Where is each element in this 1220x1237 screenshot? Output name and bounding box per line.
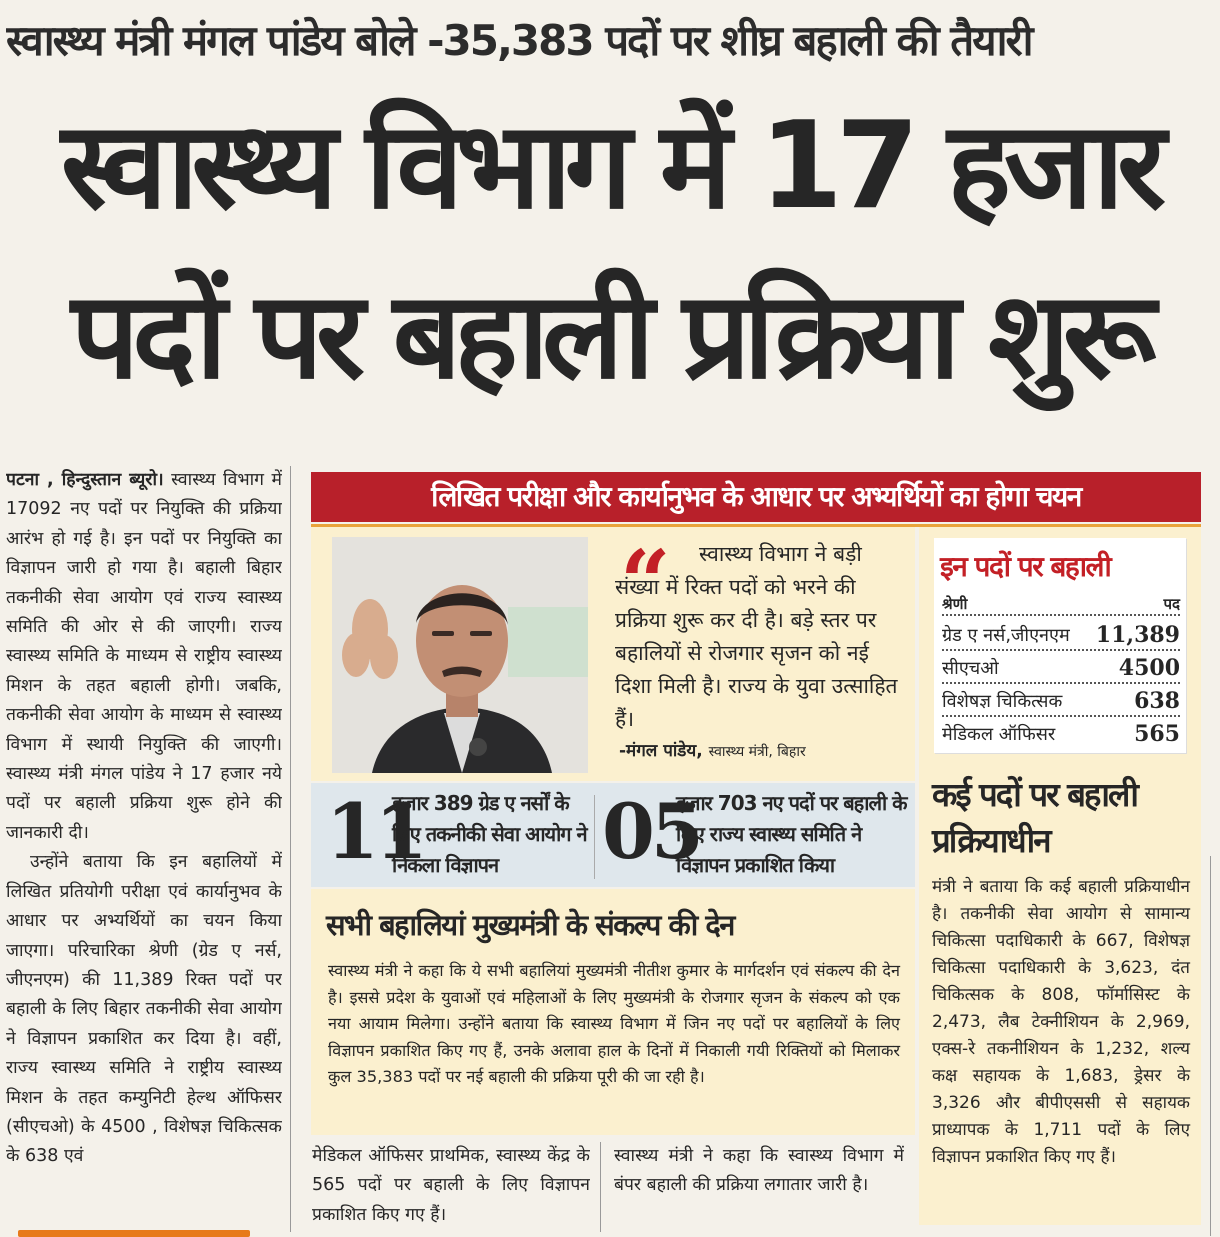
quote-author-role: स्वास्थ्य मंत्री, बिहार [708, 744, 806, 760]
bottom-column-1: मेडिकल ऑफिसर प्राथमिक, स्वास्थ्य केंद्र के 565 पदों पर बहाली के लिए विज्ञापन प्रकाशित किए गए हैं। [312, 1146, 590, 1225]
quote-author: -मंगल पांडेय, [619, 741, 703, 761]
table-row [942, 719, 1180, 750]
red-banner-heading: लिखित परीक्षा और कार्यानुभव के आधार पर अभ्यर्थियों का होगा चयन [311, 472, 1201, 522]
side-story-heading: कई पदों पर बहाली प्रक्रियाधीन [932, 775, 1137, 860]
left-para-1 [6, 466, 282, 848]
bottom-column-divider [600, 1142, 601, 1232]
posts-table-title: इन पदों पर बहाली [940, 550, 1111, 583]
bottom-column-2: स्वास्थ्य मंत्री ने कहा कि स्वास्थ्य विभाग में बंपर बहाली की प्रक्रिया लगातार जारी है। [614, 1146, 904, 1196]
stat-number-nurses: 11 [326, 787, 424, 876]
table-row-posts: 4500 [1118, 655, 1180, 681]
table-row-posts: 11,389 [1095, 622, 1180, 648]
table-row [942, 653, 1180, 684]
column-divider [290, 466, 291, 1232]
left-para-1-text: स्वास्थ्य विभाग में 17092 नए पदों पर नियुक्ति की प्रक्रिया आरंभ हो गई है। इन पदों पर नियुक्ति का विज्ञापन जारी हो गया है। बहाली बिहार तकनीकी सेवा आयोग एवं राज्य स्वास्थ्य समिति की ओर से की जाएगी। राज्य स्वास्थ्य समिति के माध्यम से राष्ट्रीय स्वास्थ्य मिशन के तहत बहाली होगी। जबकि, तकनीकी सेवा आयोग के माध्यम से स्वास्थ्य विभाग में स्थायी नियुक्ति की जाएगी। स्वास्थ्य मंत्री मंगल पांडेय ने 17 हजार नये पदों पर बहाली प्रक्रिया शुरू होने की जानकारी दी। [6, 470, 282, 843]
quote-mark-icon: “ [620, 530, 671, 634]
main-headline-line-2: पदों पर बहाली प्रक्रिया शुरू [70, 267, 1150, 406]
kicker-headline: स्वास्थ्य मंत्री मंगल पांडेय बोले -35,383 पदों पर शीघ्र बहाली की तैयारी [6, 16, 1032, 65]
minister-portrait-illustration [332, 537, 588, 773]
table-row-posts: 565 [1134, 721, 1180, 747]
table-row [942, 686, 1180, 717]
sub-story-body: स्वास्थ्य मंत्री ने कहा कि ये सभी बहालियां मुख्यमंत्री नीतीश कुमार के मार्गदर्शन एवं संकल्प की देन है। इससे प्रदेश के युवाओं एवं महिलाओं के लिए मुख्यमंत्री के रोजगार सृजन के संकल्प को एक नया आयाम मिलेगा। उन्होंने बताया कि स्वास्थ्य विभाग में जिन नए पदों पर बहालियों के लिए विज्ञापन प्रकाशित किए गए हैं, उनके अलावा हाल के दिनों में निकाली गयी रिक्तियों को मिलाकर कुल 35,383 पदों पर नई बहाली की प्रक्रिया पूरी की जा रही है। [328, 961, 900, 1087]
table-row [942, 620, 1180, 651]
dateline: पटना , हिन्दुस्तान ब्यूरो। [6, 470, 164, 490]
table-row-category: सीएचओ [942, 658, 999, 679]
left-column-story [6, 466, 282, 1232]
table-row-category: मेडिकल ऑफिसर [942, 724, 1056, 745]
left-para-2: उन्होंने बताया कि इन बहालियों में लिखित प्रतियोगी परीक्षा एवं कार्यानुभव के आधार पर अभ्यर्थियों का चयन किया जाएगा। परिचारिका श्रेणी (ग्रेड ए नर्स, जीएनएम) की 11,389 रिक्त पदों पर बहाली के लिए बिहार तकनीकी सेवा आयोग ने विज्ञापन प्रकाशित कर दिया है। वहीं, राज्य स्वास्थ्य समिति ने राष्ट्रीय स्वास्थ्य मिशन के तहत कम्युनिटी हेल्थ ऑफिसर (सीएचओ) के 4500 , विशेषज्ञ चिकित्सक के 638 एवं [6, 852, 282, 1167]
stat-text-nurses: हजार 389 ग्रेड ए नर्सों के लिए तकनीकी सेवा आयोग ने निकला विज्ञापन [392, 791, 587, 877]
minister-photo [332, 537, 588, 773]
stat-text-health-society: हजार 703 नए पदों पर बहाली के लिए राज्य स्वास्थ्य समिति ने विज्ञापन प्रकाशित किया [676, 791, 907, 877]
side-story-body: मंत्री ने बताया कि कई बहाली प्रक्रियाधीन है। तकनीकी सेवा आयोग से सामान्य चिकित्सा पदाधिकारी के 667, विशेषज्ञ चिकित्सा पदाधिकारी के 3,623, दंत चिकित्सक के 808, फॉर्मासिस्ट के 2,473, लैब टेक्नीशियन के 2,969, एक्स-रे तकनीशियन के 1,232, शल्य कक्ष सहायक के 1,683, ड्रेसर के 3,326 और बीपीएससी से सहायक प्राध्यापक के 1,711 पदों के लिए विज्ञापन प्रकाशित किए गए हैं। [932, 877, 1190, 1167]
stats-divider [594, 795, 595, 879]
stat-number-health-society: 05 [602, 787, 700, 876]
posts-table-header [942, 592, 1180, 616]
quote-attribution [619, 738, 909, 766]
orange-accent-bar [18, 1230, 250, 1237]
posts-table-header-posts: पद [1163, 595, 1180, 613]
sub-story-heading: सभी बहालियां मुख्यमंत्री के संकल्प की देन [326, 908, 734, 942]
main-headline-line-1: स्वास्थ्य विभाग में 17 हजार [60, 97, 1160, 236]
table-row-posts: 638 [1134, 688, 1180, 714]
minister-quote: स्वास्थ्य विभाग ने बड़ी संख्या में रिक्त पदों को भरने की प्रक्रिया शुरू कर दी है। बड़े स्तर पर बहालियों से रोजगार सृजन को नई दिशा मिली है। राज्य के युवा उत्साहित हैं। [615, 542, 898, 731]
table-row-category: विशेषज्ञ चिकित्सक [942, 691, 1063, 712]
table-row-category: ग्रेड ए नर्स,जीएनएम [942, 625, 1070, 646]
posts-table-header-category: श्रेणी [942, 595, 968, 613]
page-edge-rule [1210, 856, 1211, 1236]
